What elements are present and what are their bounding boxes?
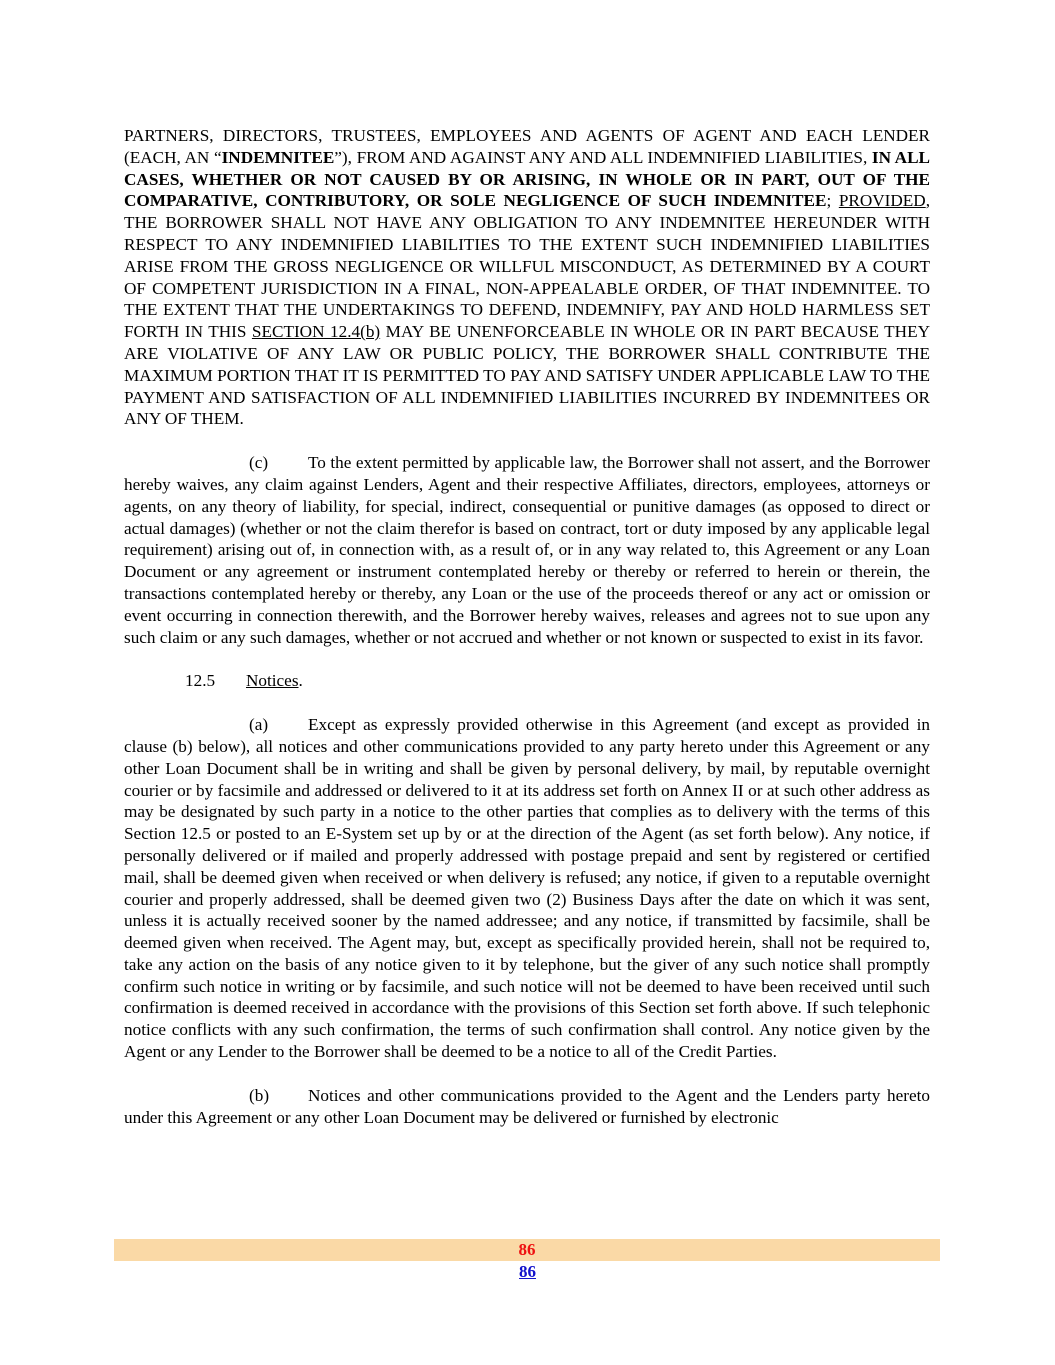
page-footer-bar [114, 1239, 940, 1261]
section-number: 12.5 [185, 671, 216, 691]
negligence-bold-clause: IN ALL CASES, WHETHER OR NOT CAUSED BY OR ARISING, IN WHOLE OR IN PART, OUT OF THE COMPARATIVE, CONTRIBUTORY, OR SOLE NEGLIGENCE OF SUCH INDEMNITEE [124, 147, 931, 211]
clause-c-paragraph [124, 452, 930, 648]
clause-a-paragraph [124, 714, 930, 1063]
clause-b-paragraph [124, 1085, 930, 1129]
page-number-link[interactable]: 86 [519, 1262, 536, 1281]
section-12-4b-reference: SECTION 12.4(b) [251, 322, 381, 342]
clause-c-label: (c) [249, 453, 269, 473]
clause-c-text: To the extent permitted by applicable law, the Borrower shall not assert, and the Borrower hereby waives, any claim against Lenders, Agent and their respective Affiliates, directors, employees, attorneys or agents, on any theory of liability, for special, indirect, consequential or punitive damages (as opposed to direct or actual damages) (whether or not the claim therefor is based on contract, tort or duty imposed by any applicable legal requirement) arising out of, in connection with, as a result of, or in any way related to, this Agreement or any Loan Document or any agreement or instrument contemplated hereby or thereby or referred to herein or therein, the transactions contemplated hereby or thereby, any Loan or the use of the proceeds thereof or any act or omission or event occurring in connection therewith, and the Borrower hereby waives, releases and agrees not to sue upon any such claim or any such damages, whether or not accrued and whether or not known or suspected to exist in its favor. [124, 453, 930, 647]
section-12-5-heading [124, 670, 930, 692]
clause-b-label: (b) [249, 1085, 270, 1105]
clause-b-text: Notices and other communications provided to the Agent and the Lenders party hereto under this Agreement or any other Loan Document may be delivered or furnished by electronic [124, 1085, 930, 1127]
indemnity-continuation-paragraph [124, 125, 930, 430]
clause-a-text: Except as expressly provided otherwise in this Agreement (and except as provided in clause (b) below), all notices and other communications provided to any party hereto under this Agreement or any other Loan Document shall be in writing and shall be given by personal delivery, by mail, by reputable overnight courier or by facsimile and addressed or delivered to it at its address set forth on Annex II or at such other address as may be designated by such party in a notice to the other parties that complies as to delivery with the terms of this Section 12.5 or posted to an E-System set up by or at the direction of the Agent (as set forth below). Any notice, if personally delivered or if mailed and properly addressed with postage prepaid and sent by registered or certified mail, shall be deemed given when received or when delivery is refused; any notice, if given to a reputable overnight courier and properly addressed, shall be deemed given two (2) Business Days after the date on which it was sent, unless it is actually received sooner by the named addressee; and any notice, if transmitted by facsimile, shall be deemed given when received. The Agent may, but, except as specifically provided herein, shall not be required to, take any action on the basis of any notice given to it by telephone, but the giver of any such notice shall promptly confirm such notice in writing or by facsimile, and such notice will not be deemed to have been received until such confirmation is deemed received in accordance with the provisions of this Section set forth above. If such telephonic notice conflicts with any such confirmation, the terms of such confirmation shall control. Any notice given by the Agent or any Lender to the Borrower shall be deemed to be a notice to all of the Credit Parties. [124, 715, 930, 1062]
continuation-text-4: , THE BORROWER SHALL NOT HAVE ANY OBLIGATION TO ANY INDEMNITEE HEREUNDER WITH RESPECT TO ANY INDEMNIFIED LIABILITIES TO THE EXTENT SUCH INDEMNIFIED LIABILITIES ARISE FROM THE GROSS NEGLIGENCE OR WILLFUL MISCONDUCT, AS DETERMINED BY A COURT OF COMPETENT JURISDICTION IN A FINAL, NON-APPEALABLE ORDER, OF THAT INDEMNITEE. TO THE EXTENT THAT THE UNDERTAKINGS TO DEFEND, INDEMNIFY, PAY AND HOLD HARMLESS SET FORTH IN THIS [124, 191, 931, 342]
continuation-text-1: PARTNERS, DIRECTORS, TRUSTEES, EMPLOYEES AND AGENTS OF AGENT AND EACH LENDER (EACH, AN “ [124, 126, 930, 167]
continuation-text-5: MAY BE UNENFORCEABLE IN WHOLE OR IN PART BECAUSE THEY ARE VIOLATIVE OF ANY LAW OR PUBLIC POLICY, THE BORROWER SHALL CONTRIBUTE THE MAXIMUM PORTION THAT IT IS PERMITTED TO PAY AND SATISFY UNDER APPLICABLE LAW TO THE PAYMENT AND SATISFACTION OF ALL INDEMNIFIED LIABILITIES INCURRED BY INDEMNITEES OR ANY OF THEM. [124, 322, 930, 429]
section-title: Notices [246, 671, 299, 691]
page-number: 86 [518, 1240, 536, 1259]
document-body [124, 125, 930, 1128]
continuation-text-2: ”), FROM AND AGAINST ANY AND ALL INDEMNIFIED LIABILITIES, [334, 147, 872, 167]
indemnitee-defined-term: INDEMNITEE [221, 147, 335, 167]
provided-underlined-term: PROVIDED [838, 191, 926, 211]
section-title-period: . [298, 671, 303, 691]
page-link-wrapper [0, 1261, 1055, 1283]
continuation-text-3: ; [826, 191, 839, 211]
clause-a-label: (a) [249, 715, 269, 735]
